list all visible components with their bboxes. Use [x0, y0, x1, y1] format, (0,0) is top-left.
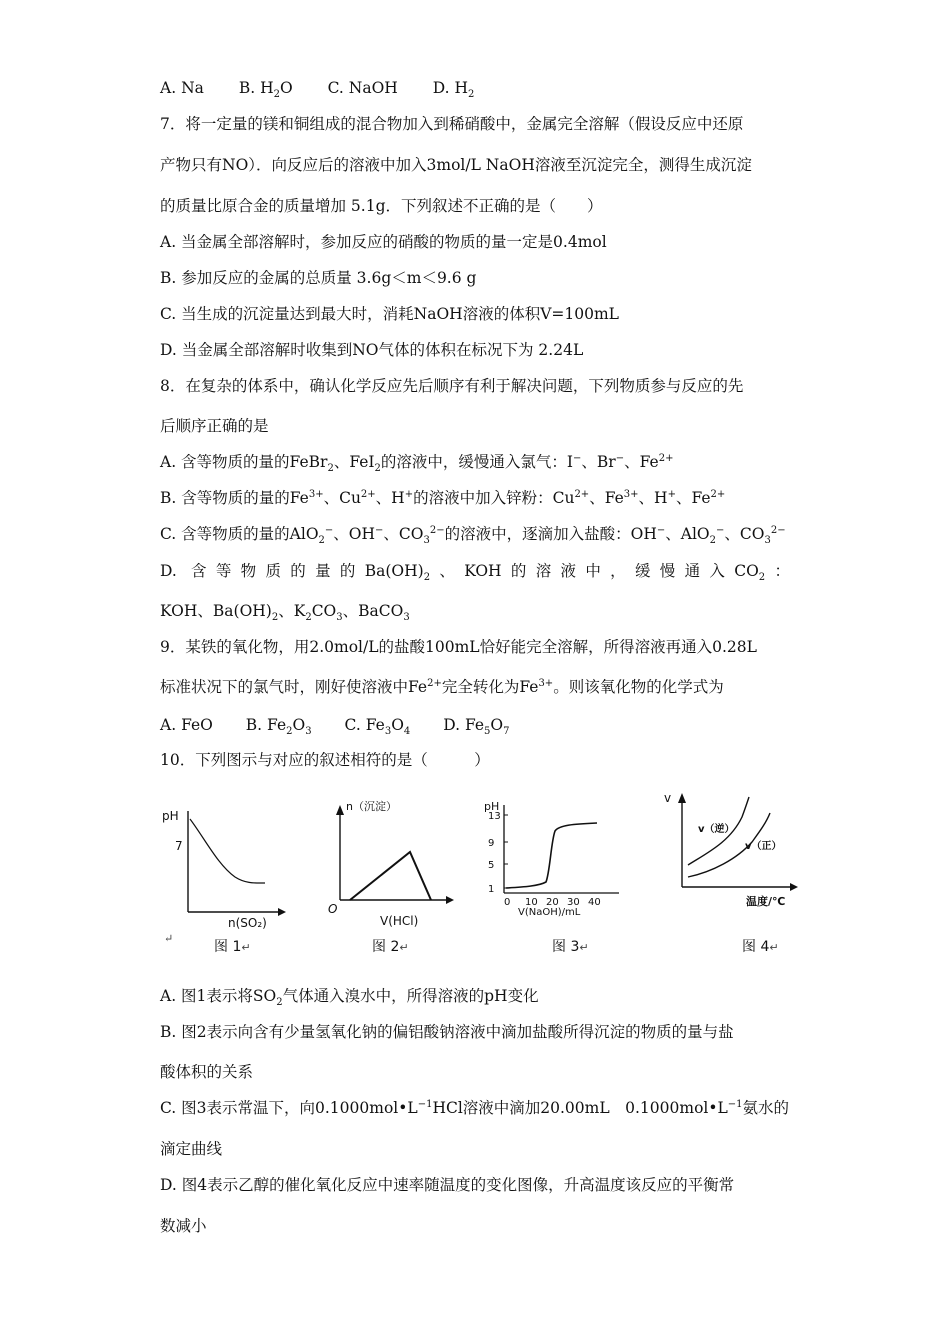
fig3-xtick-40: 40 [588, 897, 601, 908]
fig1-curve [190, 819, 265, 883]
fig3-xtick-0: 0 [504, 897, 511, 908]
fig3-caption-text: 图 3 [552, 939, 580, 955]
fig4-ylabel: v [664, 791, 672, 805]
fig2-curve [350, 852, 431, 900]
q9-option-d: D. $Fe_5O_7$ [443, 716, 510, 738]
q7-option-b: B. 参加反应的金属的总质量 3.6g＜m＜9.6 g [160, 269, 477, 287]
q10-option-c-line1: C. 图3表示常温下，向$0.1000mol•L^{-1}HCl$溶液中滴加20.00mL $0.1000mol•L^{-1}$氨水的 [160, 1098, 790, 1117]
figure-2 [328, 787, 458, 927]
q8-stem-line1: 8．在复杂的体系中，确认化学反应先后顺序有利于解决问题，下列物质参与反应的先 [160, 377, 744, 395]
q7-stem-line3: 的质量比原合金的质量增加 5.1g．下列叙述不正确的是（ ） [160, 197, 603, 215]
fig1-x-arrow [278, 908, 286, 916]
q10-option-a: A. 图1表示将$SO_2$气体通入溴水中，所得溶液的pH变化 [160, 987, 539, 1009]
return-mark-icon: ↵ [399, 941, 409, 954]
q9-options [160, 715, 510, 738]
q6-option-d: D. $H_2$ [432, 79, 475, 101]
fig4-label-forward: v（正） [745, 841, 782, 852]
fig1-caption-text: 图 1 [214, 939, 242, 955]
fig4-xlabel: 温度/℃ [746, 895, 786, 908]
fig4-caption-text: 图 4 [742, 939, 770, 955]
fig3-curve [506, 823, 597, 888]
fig3-caption [552, 936, 589, 956]
fig4-y-arrow [678, 793, 686, 803]
q7-option-c: C. 当生成的沉淀量达到最大时，消耗NaOH溶液的体积V=100mL [160, 305, 619, 323]
fig2-caption-text: 图 2 [372, 939, 400, 955]
fig2-y-arrow [336, 805, 344, 815]
return-mark-icon: ↵ [769, 941, 779, 954]
q10-option-c-line2: 滴定曲线 [160, 1140, 223, 1158]
fig3-ylabel: pH [484, 800, 500, 813]
q6-option-c: C. NaOH [327, 79, 398, 97]
q10-option-b-line2: 酸体积的关系 [160, 1063, 254, 1081]
figure-1 [160, 787, 290, 930]
q8-stem-line2: 后顺序正确的是 [160, 417, 269, 435]
fig2-ylabel: n（沉淀） [346, 800, 397, 813]
q9-option-b: B. $Fe_2O_3$ [245, 716, 312, 738]
q10-option-b-line1: B. 图2表示向含有少量氢氧化钠的偏铝酸钠溶液中滴加盐酸所得沉淀的物质的量与盐 [160, 1023, 734, 1041]
q8-option-d-line2: KOH、$Ba(OH)_2$、$K_2CO_3$、BaCO$_3$ [160, 602, 410, 624]
fig3-xtick-20: 20 [546, 897, 559, 908]
fig4-label-reverse: v（逆） [698, 824, 735, 835]
fig3-ytick-9: 9 [488, 838, 495, 849]
q8-option-d-line1: D. 含等物质的量的$Ba(OH)_2$、KOH的溶液中，缓慢通入$CO_2$： [160, 562, 790, 584]
return-mark-icon: ↵ [164, 932, 174, 945]
fig2-origin: O [328, 902, 338, 916]
figure-3 [484, 787, 634, 927]
return-mark-icon: ↵ [241, 941, 251, 954]
q9-stem-line2: 标准状况下的氯气时，刚好使溶液中$Fe^{2+}$完全转化为$Fe^{3+}$。则该氧化物的化学式为 [160, 677, 724, 696]
q6-options [160, 78, 475, 101]
fig3-ytick-13: 13 [488, 811, 501, 822]
fig1-caption [214, 936, 251, 956]
fig2-x-arrow [446, 896, 454, 904]
q10-stem: 10．下列图示与对应的叙述相符的是（ ） [160, 751, 490, 769]
q7-option-a: A. 当金属全部溶解时，参加反应的硝酸的物质的量一定是0.4mol [160, 233, 607, 251]
fig3-ytick-5: 5 [488, 860, 495, 871]
q7-stem-line2: 产物只有NO）．向反应后的溶液中加入3mol/L NaOH溶液至沉淀完全，测得生成沉淀 [160, 156, 752, 174]
fig3-xtick-10: 10 [525, 897, 538, 908]
q6-option-a: A. Na [160, 79, 204, 97]
figure-4 [662, 787, 812, 927]
fig4-caption [742, 936, 779, 956]
q9-option-a: A. FeO [160, 716, 213, 734]
fig3-ytick-1: 1 [488, 884, 495, 895]
fig3-xlabel: V(NaOH)/mL [518, 907, 581, 918]
q8-option-c: C. 含等物质的量的AlO$_2$−、OH−、$CO_3^{2-}$的溶液中，逐滴加入盐酸：OH−、AlO$_2$−、$CO_3^{2-}$ [160, 524, 786, 547]
q10-option-d-line1: D. 图4表示乙醇的催化氧化反应中速率随温度的变化图像，升高温度该反应的平衡常 [160, 1176, 735, 1194]
fig4-x-arrow [790, 883, 798, 891]
fig1-ylabel: pH [162, 809, 179, 823]
q8-option-b: B. 含等物质的量的$Fe^{3+}$、$Cu^{2+}$、H+的溶液中加入锌粉：$Cu^{2+}$、$Fe^{3+}$、H+、$Fe^{2+}$ [160, 488, 726, 507]
fig2-caption [372, 936, 409, 956]
q9-option-c: C. $Fe_3O_4$ [344, 716, 411, 738]
return-mark-icon: ↵ [579, 941, 589, 954]
q10-option-d-line2: 数减小 [160, 1217, 207, 1235]
q6-option-b: B. $H_2O$ [238, 79, 293, 101]
q7-stem-line1: 7．将一定量的镁和铜组成的混合物加入到稀硝酸中，金属完全溶解（假设反应中还原 [160, 115, 744, 133]
fig1-ytick-7: 7 [175, 839, 183, 853]
q9-stem-line1: 9．某铁的氧化物，用2.0mol/L的盐酸100mL恰好能完全溶解，所得溶液再通入0.28L [160, 638, 757, 656]
fig1-xlabel: n(SO₂) [228, 916, 267, 930]
q7-option-d: D. 当金属全部溶解时收集到NO气体的体积在标况下为 2.24L [160, 341, 584, 359]
q8-option-a: A. 含等物质的量的FeBr$_2$、FeI$_2$的溶液中，缓慢通入氯气：I−、Br−、$Fe^{2+}$ [160, 452, 674, 475]
fig3-xtick-30: 30 [567, 897, 580, 908]
fig2-xlabel: V(HCl) [380, 914, 419, 928]
